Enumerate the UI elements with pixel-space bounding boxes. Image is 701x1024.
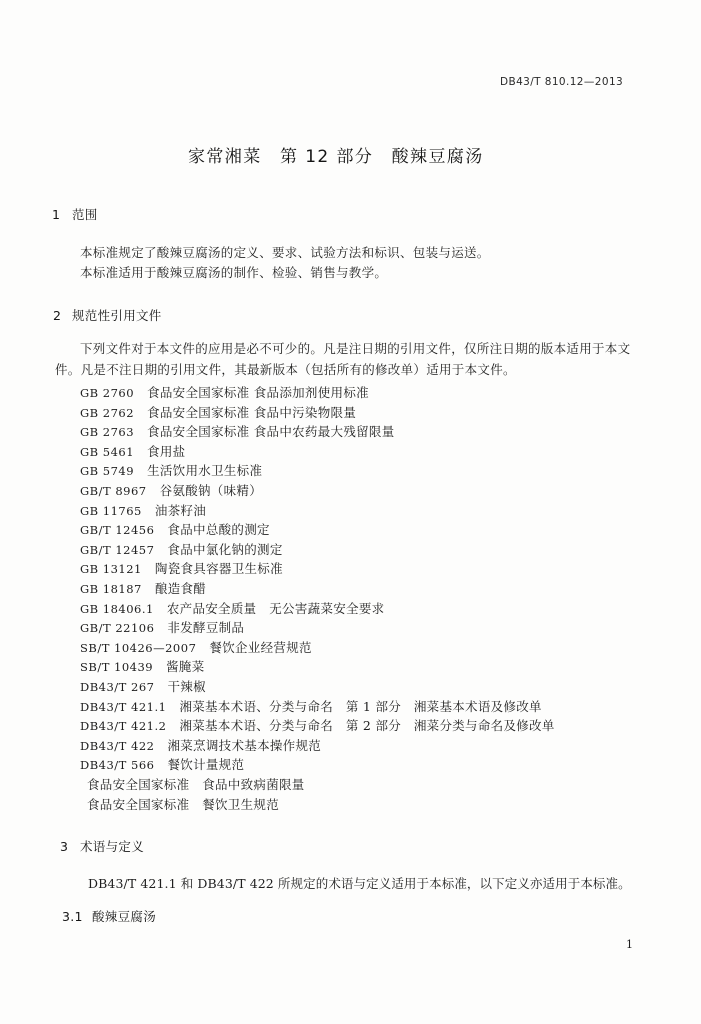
reference-code: GB 2763 [80, 425, 135, 440]
reference-title: 食用盐 [147, 443, 186, 459]
reference-item [80, 405, 356, 421]
standard-number: DB43/T 810.12—2013 [500, 76, 624, 88]
reference-code: GB 18406.1 [80, 601, 154, 616]
reference-code: SB/T 10439 [80, 660, 154, 675]
reference-title: 餐饮计量规范 [167, 757, 245, 773]
reference-title: 非发酵豆制品 [167, 620, 245, 636]
reference-code: GB/T 12456 [80, 523, 155, 538]
reference-title: 湘菜烹调技术基本操作规范 [167, 737, 322, 753]
reference-item [87, 797, 279, 813]
section-number: 3 [60, 839, 69, 854]
section-title: 范围 [72, 207, 98, 222]
section-heading-terms [60, 839, 144, 855]
reference-item [80, 659, 205, 675]
reference-code: GB/T 8967 [80, 484, 147, 498]
reference-title: 食品中氯化钠的测定 [167, 541, 283, 557]
reference-item [80, 620, 244, 636]
reference-title: 食品安全国家标准 食品中农药最大残留限量 [147, 424, 395, 440]
reference-code: DB43/T 566 [80, 758, 155, 773]
reference-title: 食品安全国家标准 食品添加剂使用标准 [147, 385, 369, 400]
reference-title: 农产品安全质量 无公害蔬菜安全要求 [166, 600, 385, 616]
reference-item [80, 444, 185, 460]
reference-item [87, 777, 305, 793]
section-title: 规范性引用文件 [72, 308, 162, 323]
reference-item [80, 640, 312, 656]
page-number: 1 [626, 938, 634, 951]
reference-code: DB43/T 421.2 [80, 719, 167, 734]
reference-title: 油茶籽油 [154, 502, 207, 518]
references-intro-line: 下列文件对于本文件的应用是必不可少的。凡是注日期的引用文件，仅所注日期的版本适用于本文 [80, 341, 631, 356]
scope-paragraph: 本标准规定了酸辣豆腐汤的定义、要求、试验方法和标识、包装与运送。 [80, 245, 490, 260]
section-heading-normative-references [53, 308, 162, 324]
reference-item [80, 757, 244, 773]
reference-code: GB 11765 [80, 503, 142, 518]
reference-code: DB43/T 267 [80, 680, 155, 694]
reference-code: GB 13121 [80, 562, 142, 577]
reference-title: 酱腌菜 [166, 659, 205, 675]
subsection-heading [62, 909, 156, 925]
section-number: 1 [52, 207, 61, 222]
reference-title: 酿造食醋 [154, 581, 207, 596]
reference-item [80, 522, 270, 538]
subsection-number: 3.1 [62, 909, 83, 924]
reference-item [80, 463, 262, 479]
reference-title: 陶瓷食具容器卫生标准 [154, 561, 283, 577]
reference-title: 生活饮用水卫生标准 [147, 463, 263, 479]
reference-title: 食品中总酸的测定 [167, 522, 270, 538]
reference-code: GB 5461 [80, 444, 135, 459]
reference-item [80, 483, 262, 499]
reference-item [80, 679, 206, 695]
reference-title: 食品安全国家标准 食品中致病菌限量 [87, 777, 305, 792]
reference-item [80, 738, 321, 754]
reference-item [80, 581, 206, 597]
references-intro-line: 件。凡是不注日期的引用文件，其最新版本（包括所有的修改单）适用于本文件。 [55, 362, 516, 377]
reference-item [80, 503, 206, 519]
reference-code: GB 5749 [80, 464, 135, 479]
reference-code: GB/T 22106 [80, 621, 155, 636]
section-title: 术语与定义 [80, 839, 145, 854]
reference-code: DB43/T 422 [80, 738, 155, 753]
reference-title: 餐饮企业经营规范 [209, 639, 312, 655]
reference-item [80, 699, 542, 715]
reference-code: DB43/T 421.1 [80, 699, 167, 714]
reference-item [80, 561, 283, 577]
terms-paragraph: DB43/T 421.1 和 DB43/T 422 所规定的术语与定义适用于本标准，以下定义亦适用于本标准。 [88, 876, 631, 891]
reference-title: 湘菜基本术语、分类与命名 第 1 部分 湘菜基本术语及修改单 [179, 698, 542, 714]
reference-code: GB 18187 [80, 582, 142, 596]
reference-title: 干辣椒 [167, 679, 206, 694]
reference-item [80, 385, 369, 401]
reference-title: 湘菜基本术语、分类与命名 第 2 部分 湘菜分类与命名及修改单 [179, 718, 555, 734]
reference-item [80, 718, 555, 734]
reference-item [80, 424, 395, 440]
scope-paragraph: 本标准适用于酸辣豆腐汤的制作、检验、销售与教学。 [80, 265, 388, 280]
reference-item [80, 601, 384, 617]
subsection-title: 酸辣豆腐汤 [92, 909, 157, 924]
reference-item [80, 542, 283, 558]
section-heading-scope [52, 207, 98, 223]
reference-title: 食品安全国家标准 食品中污染物限量 [147, 404, 357, 420]
section-number: 2 [53, 308, 62, 323]
reference-code: GB 2760 [80, 386, 135, 400]
reference-title: 食品安全国家标准 餐饮卫生规范 [87, 796, 280, 812]
document-title: 家常湘菜 第 12 部分 酸辣豆腐汤 [188, 147, 484, 167]
reference-code: GB/T 12457 [80, 542, 155, 557]
reference-title: 谷氨酸钠（味精） [159, 483, 263, 498]
reference-code: GB 2762 [80, 405, 135, 420]
reference-code: SB/T 10426—2007 [80, 640, 197, 655]
